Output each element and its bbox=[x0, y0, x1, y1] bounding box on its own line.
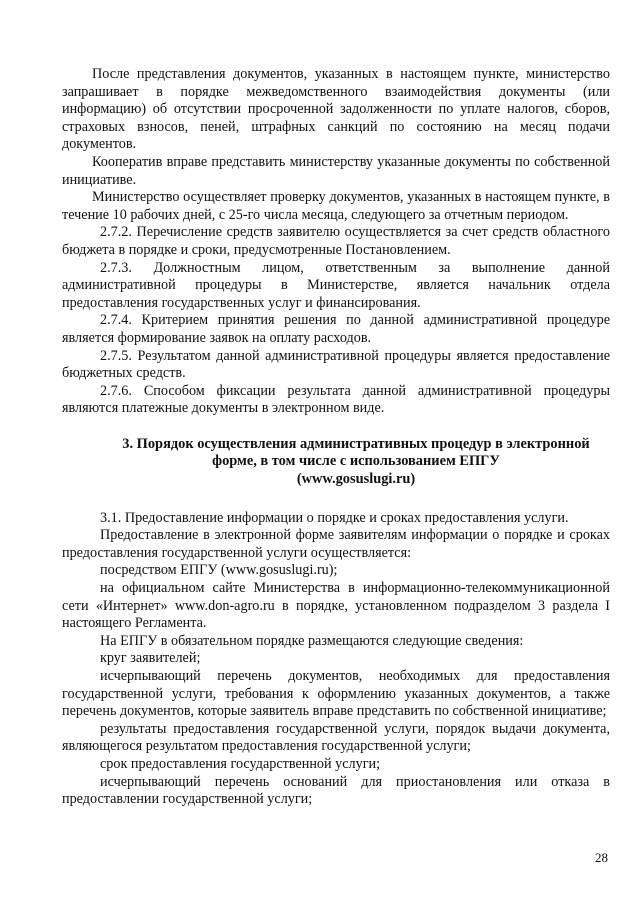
paragraph-2-7-3: 2.7.3. Должностным лицом, ответственным за выполнение данной административной процедуры в Министерстве, является начальник отдела предоставления государственных услуг и финансирования. bbox=[62, 259, 610, 311]
paragraph-2-7-4: 2.7.4. Критерием принятия решения по данной административной процедуре является формирование заявок на оплату расходов. bbox=[62, 312, 610, 346]
paragraph-2-7-2: 2.7.2. Перечисление средств заявителю осуществляется за счет средств областного бюджета в порядке и сроки, предусмотренные Постановлением. bbox=[62, 224, 610, 258]
paragraph-q2: Предоставление в электронной форме заявителям информации о порядке и сроках предоставления государственной услуги осуществляется: bbox=[62, 527, 610, 561]
paragraph-3-1: 3.1. Предоставление информации о порядке и сроках предоставления услуги. bbox=[100, 509, 569, 526]
paragraph-q7: исчерпывающий перечень документов, необходимых для предоставления государственной услуги, требования к оформлению указанных документов, а также перечень документов, которые заявитель вправе представить по собственной инициативе; bbox=[62, 668, 610, 720]
paragraph-q5: На ЕПГУ в обязательном порядке размещаются следующие сведения: bbox=[100, 632, 524, 649]
paragraph-q3: посредством ЕПГУ (www.gosuslugi.ru); bbox=[100, 562, 338, 579]
page-content bbox=[62, 66, 610, 809]
paragraph-q6: круг заявителей; bbox=[100, 650, 201, 667]
section-heading-line1: 3. Порядок осуществления административных процедур в электронной bbox=[122, 435, 590, 452]
paragraph-p1: После представления документов, указанных в настоящем пункте, министерство запрашивает в порядке межведомственного взаимодействия документы (или информацию) об отсутствии просроченной задолженности по уплате налогов, сборов, страховых взносов, пеней, штрафных санкций по состоянию на месяц подачи документов. bbox=[62, 66, 610, 153]
section-3-heading bbox=[62, 436, 610, 489]
section-heading-line3: (www.gosuslugi.ru) bbox=[296, 471, 416, 488]
paragraph-q10: исчерпывающий перечень оснований для приостановления или отказа в предоставлении государственной услуги; bbox=[62, 773, 610, 808]
paragraph-q8: результаты предоставления государственной услуги, порядок выдачи документа, являющегося результатом предоставления государственной услуги; bbox=[62, 720, 610, 755]
section-heading-line2: форме, в том числе с использованием ЕПГУ bbox=[212, 453, 500, 470]
paragraph-p2: Кооператив вправе представить министерству указанные документы по собственной инициативе. bbox=[62, 153, 610, 188]
paragraph-q9: срок предоставления государственной услуги; bbox=[100, 755, 381, 772]
paragraph-2-7-5: 2.7.5. Результатом данной административной процедуры является предоставление бюджетных средств. bbox=[62, 347, 610, 382]
paragraph-2-7-6: 2.7.6. Способом фиксации результата данной административной процедуры являются платежные документы в электронном виде. bbox=[62, 382, 610, 417]
paragraph-p3: Министерство осуществляет проверку документов, указанных в настоящем пункте, в течение 10 рабочих дней, с 25-го числа месяца, следующего за отчетным периодом. bbox=[62, 189, 610, 223]
page-number: 28 bbox=[595, 850, 608, 865]
paragraph-q4: на официальном сайте Министерства в информационно-телекоммуникационной сети «Интернет» www.don-agro.ru в порядке, установленном подразделом 3 раздела I настоящего Регламента. bbox=[62, 580, 610, 632]
